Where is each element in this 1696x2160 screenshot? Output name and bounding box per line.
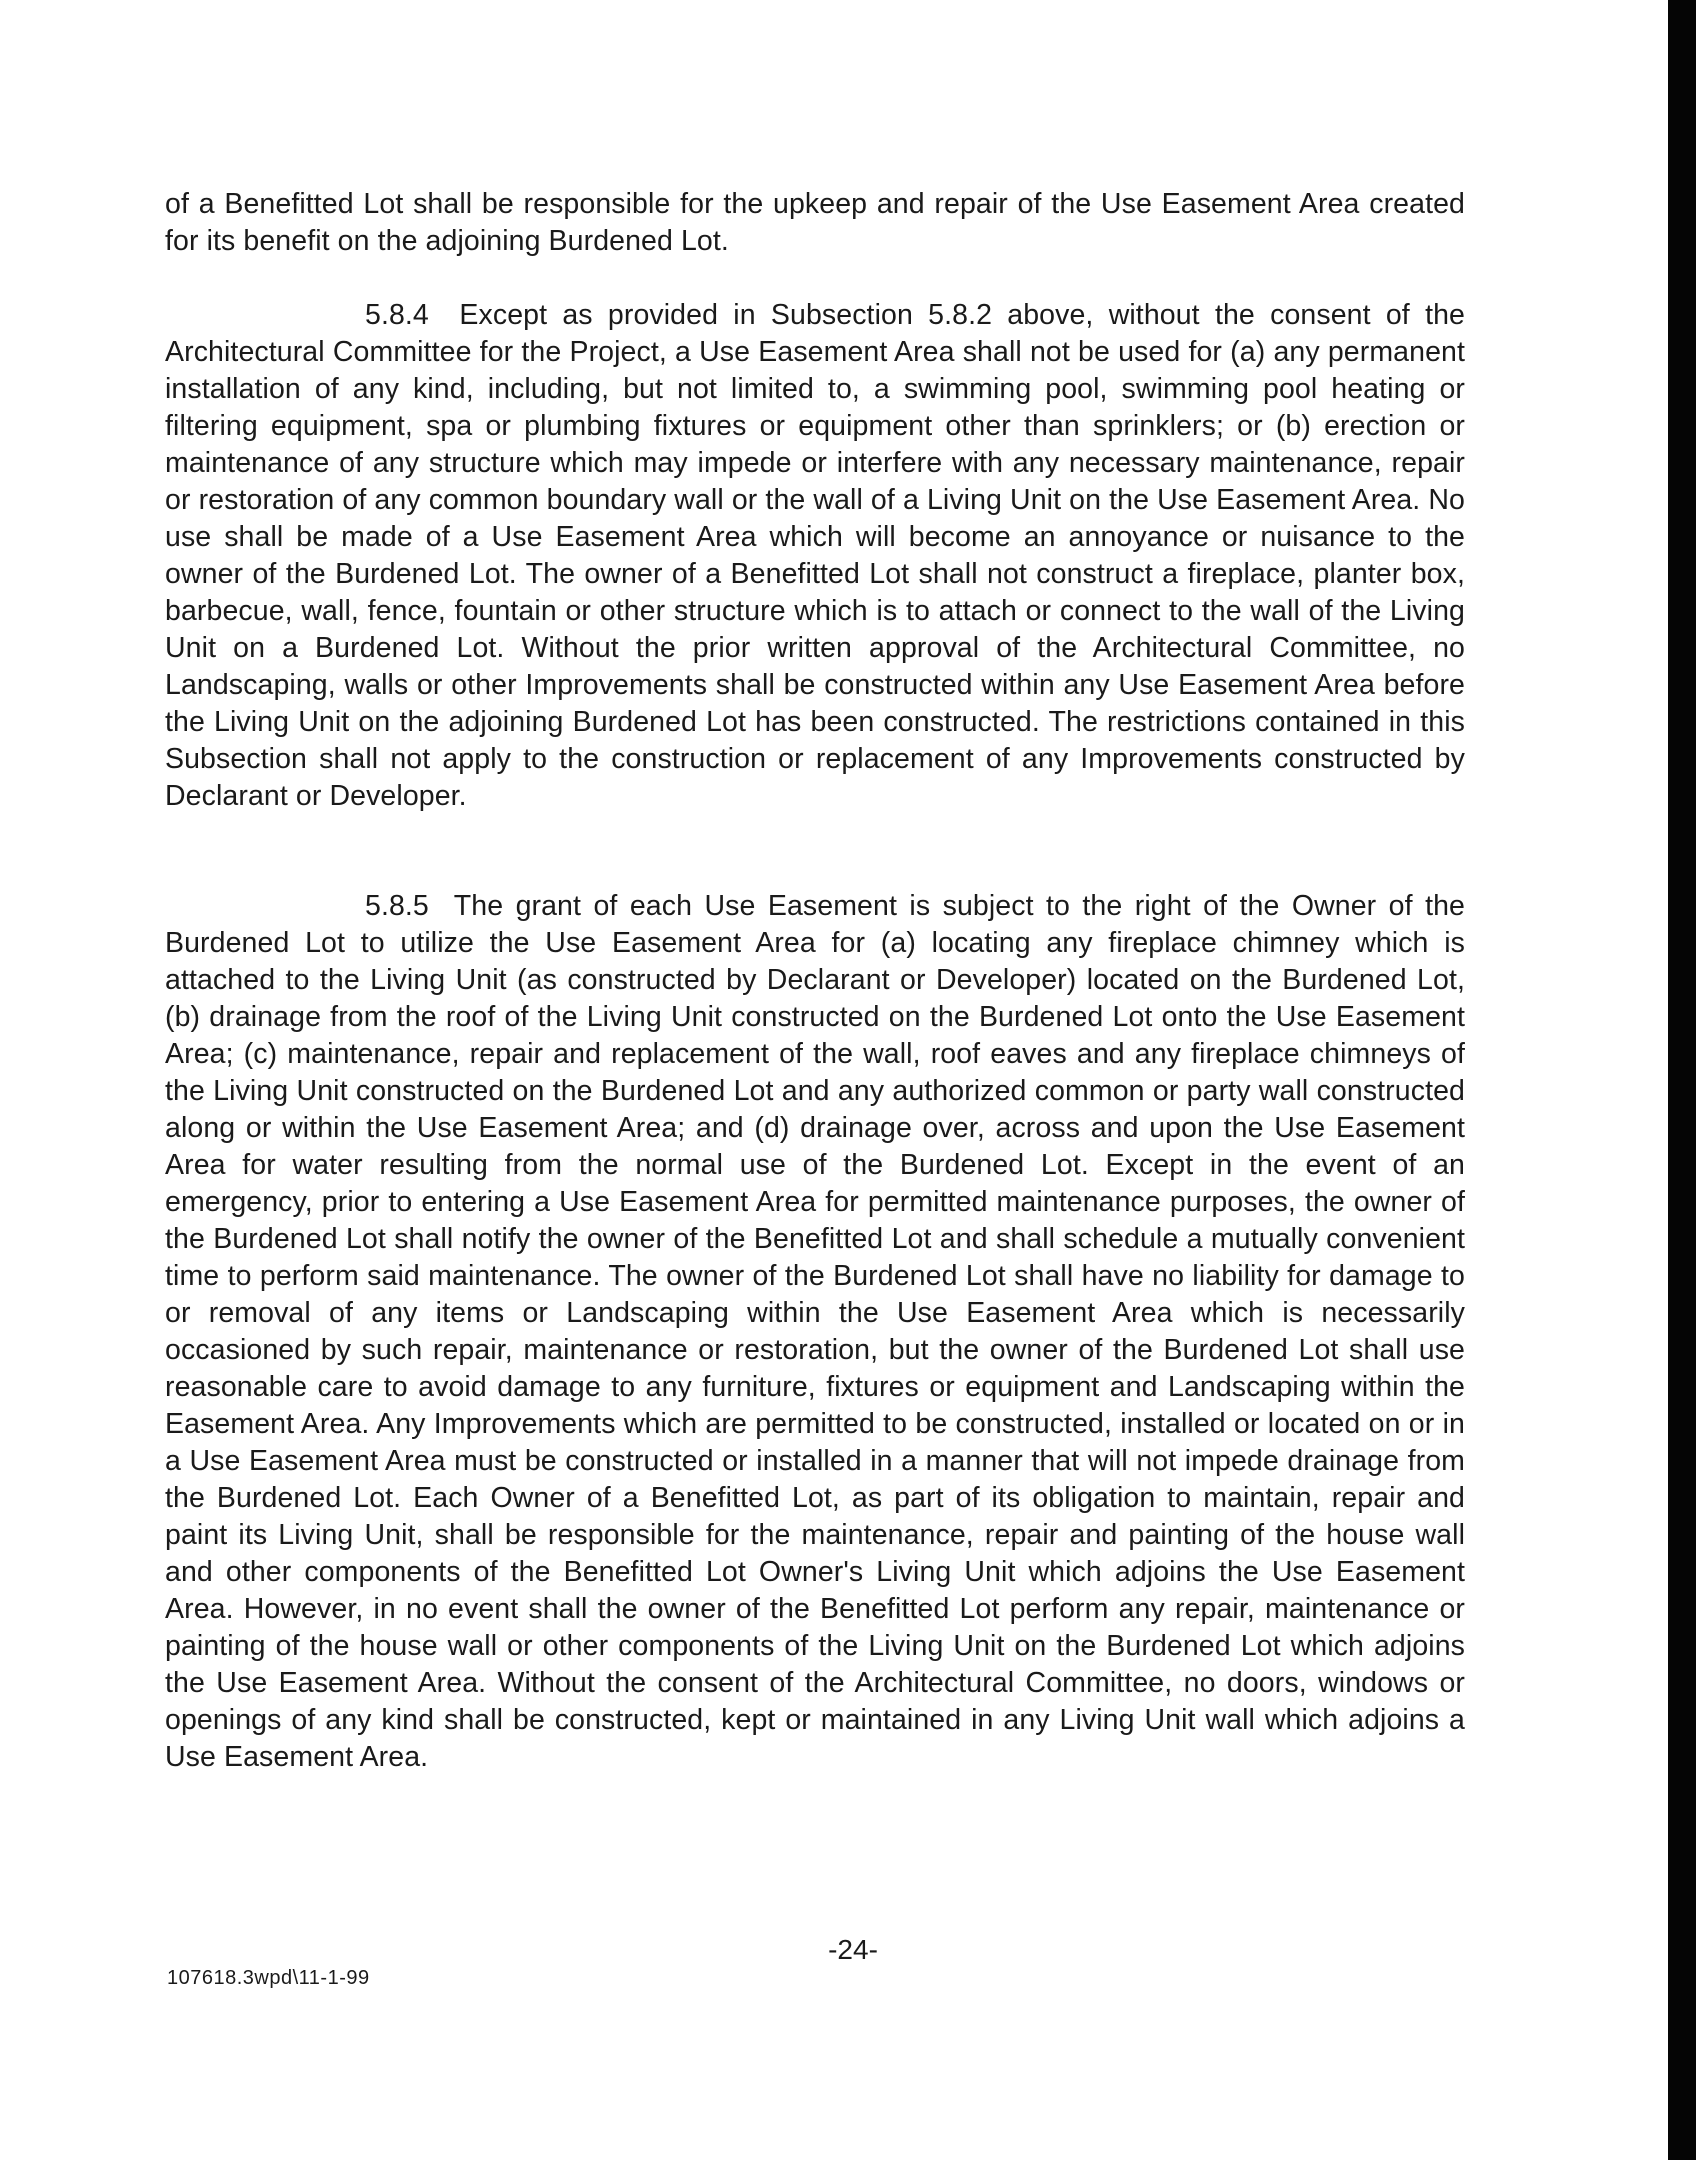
scan-edge-bar: [1668, 0, 1696, 2160]
paragraph-text: of a Benefitted Lot shall be responsible for the upkeep and repair of the Use Easement Area created for its benefit on the adjoining Burdened Lot.: [165, 188, 1465, 257]
paragraph-text: The grant of each Use Easement is subject to the right of the Owner of the Burdened Lot to utilize the Use Easement Area for (a) locating any fireplace chimney which is attached to the Living Unit (as constructed by Declarant or Developer) located on the Burdened Lot, (b) drainage from the roof of the Living Unit constructed on the Burdened Lot onto the Use Easement Area; (c) maintenance, repair and replacement of the wall, roof eaves and any fireplace chimneys of the Living Unit constructed on the Burdened Lot and any authorized common or party wall constructed along or within the Use Easement Area; and (d) drainage over, across and upon the Use Easement Area for water resulting from the normal use of the Burdened Lot. Except in the event of an emergency, prior to entering a Use Easement Area for permitted maintenance purposes, the owner of the Burdened Lot shall notify the owner of the Benefitted Lot and shall schedule a mutually convenient time to perform said maintenance. The owner of the Burdened Lot shall have no liability for damage to or removal of any items or Landscaping within the Use Easement Area which is necessarily occasioned by such repair, maintenance or restoration, but the owner of the Burdened Lot shall use reasonable care to avoid damage to any furniture, fixtures or equipment and Landscaping within the Easement Area. Any Improvements which are permitted to be constructed, installed or located on or in a Use Easement Area must be constructed or installed in a manner that will not impede drainage from the Burdened Lot. Each Owner of a Benefitted Lot, as part of its obligation to maintain, repair and paint its Living Unit, shall be responsible for the maintenance, repair and painting of the house wall and other components of the Benefitted Lot Owner's Living Unit which adjoins the Use Easement Area. However, in no event shall the owner of the Benefitted Lot perform any repair, maintenance or painting of the house wall or other components of the Living Unit on the Burdened Lot which adjoins the Use Easement Area. Without the consent of the Architectural Committee, no doors, windows or openings of any kind shall be constructed, kept or maintained in any Living Unit wall which adjoins a Use Easement Area.: [165, 890, 1465, 1773]
section-number: 5.8.5: [365, 890, 429, 922]
page-number: -24-: [828, 1934, 878, 1965]
section-number: 5.8.4: [365, 299, 429, 331]
document-footer-code: 107618.3wpd\11-1-99: [167, 1967, 370, 1989]
paragraph-text: Except as provided in Subsection 5.8.2 above, without the consent of the Architectural Committee for the Project, a Use Easement Area shall not be used for (a) any permanent installation of any kind, including, but not limited to, a swimming pool, swimming pool heating or filtering equipment, spa or plumbing fixtures or equipment other than sprinklers; or (b) erection or maintenance of any structure which may impede or interfere with any necessary maintenance, repair or restoration of any common boundary wall or the wall of a Living Unit on the Use Easement Area. No use shall be made of a Use Easement Area which will become an annoyance or nuisance to the owner of the Burdened Lot. The owner of a Benefitted Lot shall not construct a fireplace, planter box, barbecue, wall, fence, fountain or other structure which is to attach or connect to the wall of the Living Unit on a Burdened Lot. Without the prior written approval of the Architectural Committee, no Landscaping, walls or other Improvements shall be constructed within any Use Easement Area before the Living Unit on the adjoining Burdened Lot has been constructed. The restrictions contained in this Subsection shall not apply to the construction or replacement of any Improvements constructed by Declarant or Developer.: [165, 299, 1465, 812]
paragraph-5-8-5: [165, 888, 1465, 1776]
paragraph-5-8-4: [165, 297, 1465, 815]
paragraph-continuation: [165, 186, 1465, 260]
